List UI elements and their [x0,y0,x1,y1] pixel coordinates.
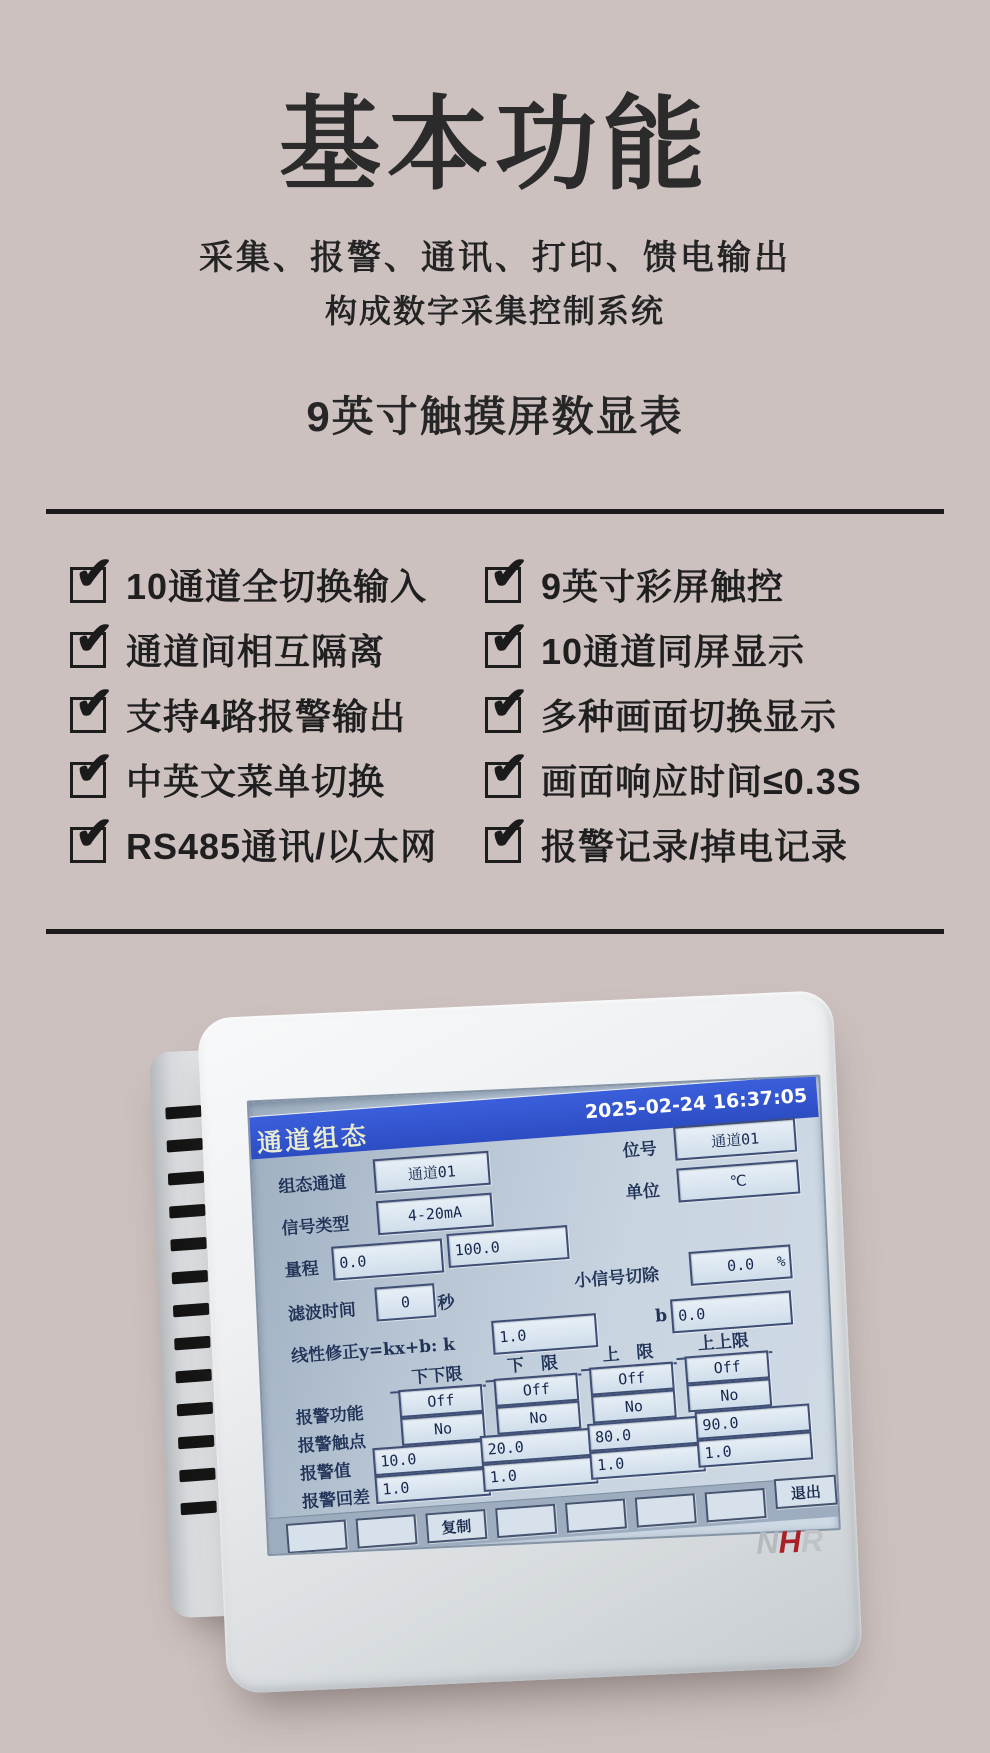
check-icon: ✔ [490,676,530,729]
checkbox-checked-icon [485,741,530,798]
device-lcd-screen [247,1075,841,1557]
footer-button-blank[interactable] [705,1488,767,1522]
feature-item [485,611,960,675]
field-label-config-channel: 组态通道 [277,1172,348,1198]
vent-slot [177,1402,213,1417]
screen-content [247,1075,841,1557]
feature-label: 画面响应时间≤0.3S [541,761,862,802]
alarm-header-high-high: 上上限 [674,1324,772,1360]
alarm-function-4[interactable]: Off [684,1350,770,1384]
field-label-signal-type: 信号类型 [280,1214,351,1240]
field-range-low[interactable]: 0.0 [331,1238,444,1280]
feature-label: 9英寸彩屏触控 [541,566,785,607]
screen-title: 通道组态 [256,1120,370,1158]
alarm-function-1[interactable]: Off [398,1384,484,1418]
vent-slot [175,1369,211,1384]
alarm-row-label-hysteresis: 报警回差 [301,1487,371,1513]
exit-button[interactable]: 退出 [774,1475,838,1510]
section-heading: 9英寸触摸屏数显表 [306,393,684,440]
feature-label: 多种画面切换显示 [541,696,838,737]
field-small-signal-cutoff[interactable] [688,1244,792,1286]
logo-letter-n: N [755,1524,780,1561]
feature-item [70,741,485,805]
checkbox-checked-icon [70,676,115,733]
feature-row [70,611,960,682]
vent-slot [170,1237,206,1252]
footer-button-blank[interactable] [286,1519,348,1553]
nhr-brand-logo [755,1523,824,1562]
footer-button-blank[interactable] [495,1504,557,1538]
feature-label: 10通道同屏显示 [541,631,806,672]
checkbox-checked-icon [485,806,530,863]
vent-slot [178,1435,214,1450]
checkbox-checked-icon [485,546,530,603]
field-label-unit: 单位 [625,1180,661,1204]
check-icon: ✔ [490,806,530,859]
field-linear-b[interactable]: 0.0 [670,1290,793,1333]
check-icon: ✔ [75,546,115,599]
field-config-channel[interactable]: 通道01 [373,1151,491,1194]
check-icon: ✔ [490,741,530,794]
alarm-value-3[interactable]: 80.0 [587,1415,704,1452]
field-tag[interactable]: 通道01 [673,1118,797,1161]
feature-item [485,741,960,805]
vent-slot [165,1105,201,1120]
vent-slot [179,1468,215,1483]
check-icon: ✔ [75,741,115,794]
checkbox-checked-icon [485,611,530,668]
feature-item [70,611,485,675]
divider-bottom [46,929,944,934]
feature-label: 报警记录/掉电记录 [541,826,849,867]
alarm-hysteresis-2[interactable]: 1.0 [482,1455,599,1492]
feature-item [70,806,485,870]
feature-row [70,806,960,877]
alarm-contact-1[interactable]: No [400,1412,486,1446]
field-filter-unit: 秒 [436,1292,456,1314]
feature-item [485,806,960,870]
screen-datetime: 2025-02-24 16:37:05 [584,1084,808,1124]
feature-row [70,546,960,617]
logo-letter-h: H [777,1523,802,1560]
checkbox-checked-icon [485,676,530,733]
alarm-header-low: 下 限 [484,1346,582,1382]
check-icon: ✔ [75,676,115,729]
check-icon: ✔ [490,546,530,599]
feature-item [485,546,960,610]
feature-label: 中英文菜单切换 [126,761,386,802]
alarm-contact-2[interactable]: No [496,1401,582,1435]
checkbox-checked-icon [70,546,115,603]
vent-slot [174,1336,210,1351]
feature-label: 支持4路报警输出 [126,696,407,737]
page-title: 基本功能 [279,88,711,202]
alarm-value-1[interactable]: 10.0 [372,1440,489,1477]
field-label-linear-correction: 线性修正y=kx+b: k [290,1334,456,1368]
logo-letter-r: R [800,1522,825,1559]
field-signal-type[interactable]: 4-20mA [376,1193,494,1236]
field-label-range: 量程 [284,1258,320,1282]
alarm-contact-3[interactable]: No [591,1389,677,1423]
alarm-value-2[interactable]: 20.0 [480,1428,597,1465]
check-icon: ✔ [490,611,530,664]
checkbox-checked-icon [70,611,115,668]
alarm-hysteresis-3[interactable]: 1.0 [589,1443,706,1480]
feature-row [70,676,960,747]
alarm-row-label-value: 报警值 [299,1460,352,1485]
alarm-header-high: 上 限 [579,1335,677,1371]
alarm-header-low-low: 下下限 [388,1358,486,1394]
vent-slot [169,1204,205,1219]
field-label-small-signal-cutoff: 小信号切除 [573,1265,660,1292]
subtitle-line-2: 构成数字采集控制系统 [324,293,665,329]
subtitle-line-1: 采集、报警、通讯、打印、馈电输出 [199,239,791,277]
alarm-function-3[interactable]: Off [589,1361,675,1395]
field-label-filter-time: 滤波时间 [287,1300,357,1326]
touchscreen-device [148,972,860,1708]
footer-button-blank[interactable] [565,1498,627,1532]
checkbox-checked-icon [70,806,115,863]
checkbox-checked-icon [70,741,115,798]
feature-label: 10通道全切换输入 [126,566,428,607]
vent-slot [168,1171,204,1186]
footer-button-blank[interactable] [356,1514,418,1548]
check-icon: ✔ [75,806,115,859]
vent-slot [172,1270,208,1285]
vent-slot [173,1303,209,1318]
vent-slot [181,1501,217,1516]
feature-label: 通道间相互隔离 [126,631,386,672]
device-front-bezel [197,990,863,1694]
field-unit[interactable]: ℃ [676,1160,800,1203]
feature-item [70,676,485,740]
divider-top [46,509,944,514]
field-label-linear-b: b [654,1305,668,1327]
field-filter-time[interactable]: 0 [374,1283,436,1321]
cutoff-value: 0.0 [726,1255,755,1276]
copy-button[interactable]: 复制 [425,1509,487,1543]
alarm-hysteresis-1[interactable]: 1.0 [374,1468,491,1505]
feature-label: RS485通讯/以太网 [126,826,438,867]
field-label-tag: 位号 [622,1139,658,1162]
alarm-row-label-function: 报警功能 [295,1403,365,1429]
feature-list [70,546,960,877]
alarm-hysteresis-4[interactable]: 1.0 [697,1431,814,1468]
alarm-value-4[interactable]: 90.0 [694,1403,811,1440]
alarm-contact-4[interactable]: No [686,1378,772,1412]
alarm-function-2[interactable]: Off [493,1373,579,1407]
footer-button-blank[interactable] [635,1493,697,1527]
feature-item [485,676,960,740]
vent-slot [167,1138,203,1153]
cutoff-percent-suffix: % [776,1253,787,1271]
feature-row [70,741,960,812]
field-linear-k[interactable]: 1.0 [491,1313,598,1355]
feature-item [70,546,485,610]
field-range-high[interactable]: 100.0 [446,1225,569,1268]
alarm-row-label-contact: 报警触点 [297,1431,367,1457]
check-icon: ✔ [75,611,115,664]
